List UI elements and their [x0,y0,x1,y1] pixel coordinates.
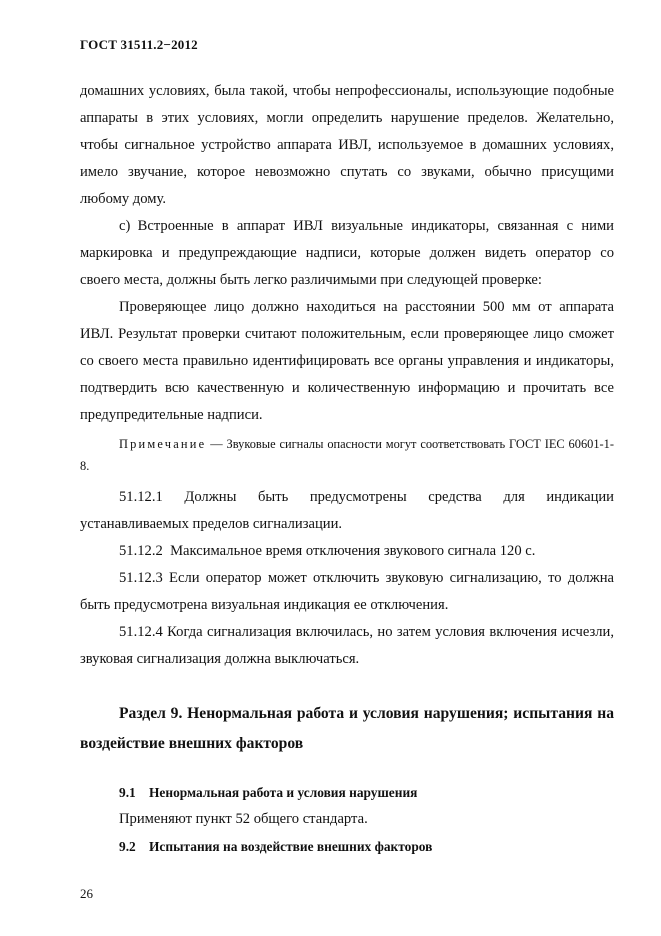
note-label: Примечание [119,437,207,451]
subsection-title: Испытания на воздействие внешних факторов [149,839,433,854]
section-heading: Раздел 9. Ненормальная работа и условия нарушения; испытания на воздействие внешних факторов [80,705,614,752]
clause-51-12-3: 51.12.3 Если оператор может отключить звуковую сигнализацию, то должна быть предусмотрена визуальная индикация ее отключения. [80,570,614,613]
note-text: — Звуковые сигналы опасности могут соответствовать ГОСТ IEC 60601-1-8. [80,437,614,473]
clause-51-12-1: 51.12.1 Должны быть предусмотрены средства для индикации устанавливаемых пределов сигнализации. [80,489,614,532]
clause-51-12-4: 51.12.4 Когда сигнализация включилась, но затем условия включения исчезли, звуковая сигнализация должна выключаться. [80,624,614,667]
subsection-body: Применяют пункт 52 общего стандарта. [119,811,368,827]
subsection-heading [80,833,614,860]
note [80,433,614,477]
document-header: ГОСТ 31511.2−2012 [80,37,198,52]
page-body [80,78,614,860]
subsection-number: 9.2 [119,839,136,854]
subsection-number: 9.1 [119,785,136,800]
paragraph-test-procedure: Проверяющее лицо должно находиться на расстоянии 500 мм от аппарата ИВЛ. Результат проверки считают положительным, если проверяющее лицо сможет со своего места правильно идентифицировать все органы управления и индикаторы, подтвердить всю качественную и количественную информацию и прочитать все предупредительные надписи. [80,299,614,423]
page-number: 26 [80,886,93,901]
paragraph-item-c: c) Встроенные в аппарат ИВЛ визуальные индикаторы, связанная с ними маркировка и предупреждающие надписи, которые должен видеть оператор со своего места, должны быть легко различимыми при следующей проверке: [80,218,614,288]
subsection-heading [80,779,614,806]
paragraph: домашних условиях, была такой, чтобы непрофессионалы, использующие подобные аппараты в этих условиях, могли определить нарушение пределов. Желательно, чтобы сигнальное устройство аппарата ИВЛ, используемое в домашних условиях, имело звучание, которое невозможно спутать со звуками, обычно присущими любому дому. [80,83,614,207]
subsection-title: Ненормальная работа и условия нарушения [149,785,418,800]
clause-51-12-2: 51.12.2 Максимальное время отключения звукового сигнала 120 с. [119,543,536,559]
